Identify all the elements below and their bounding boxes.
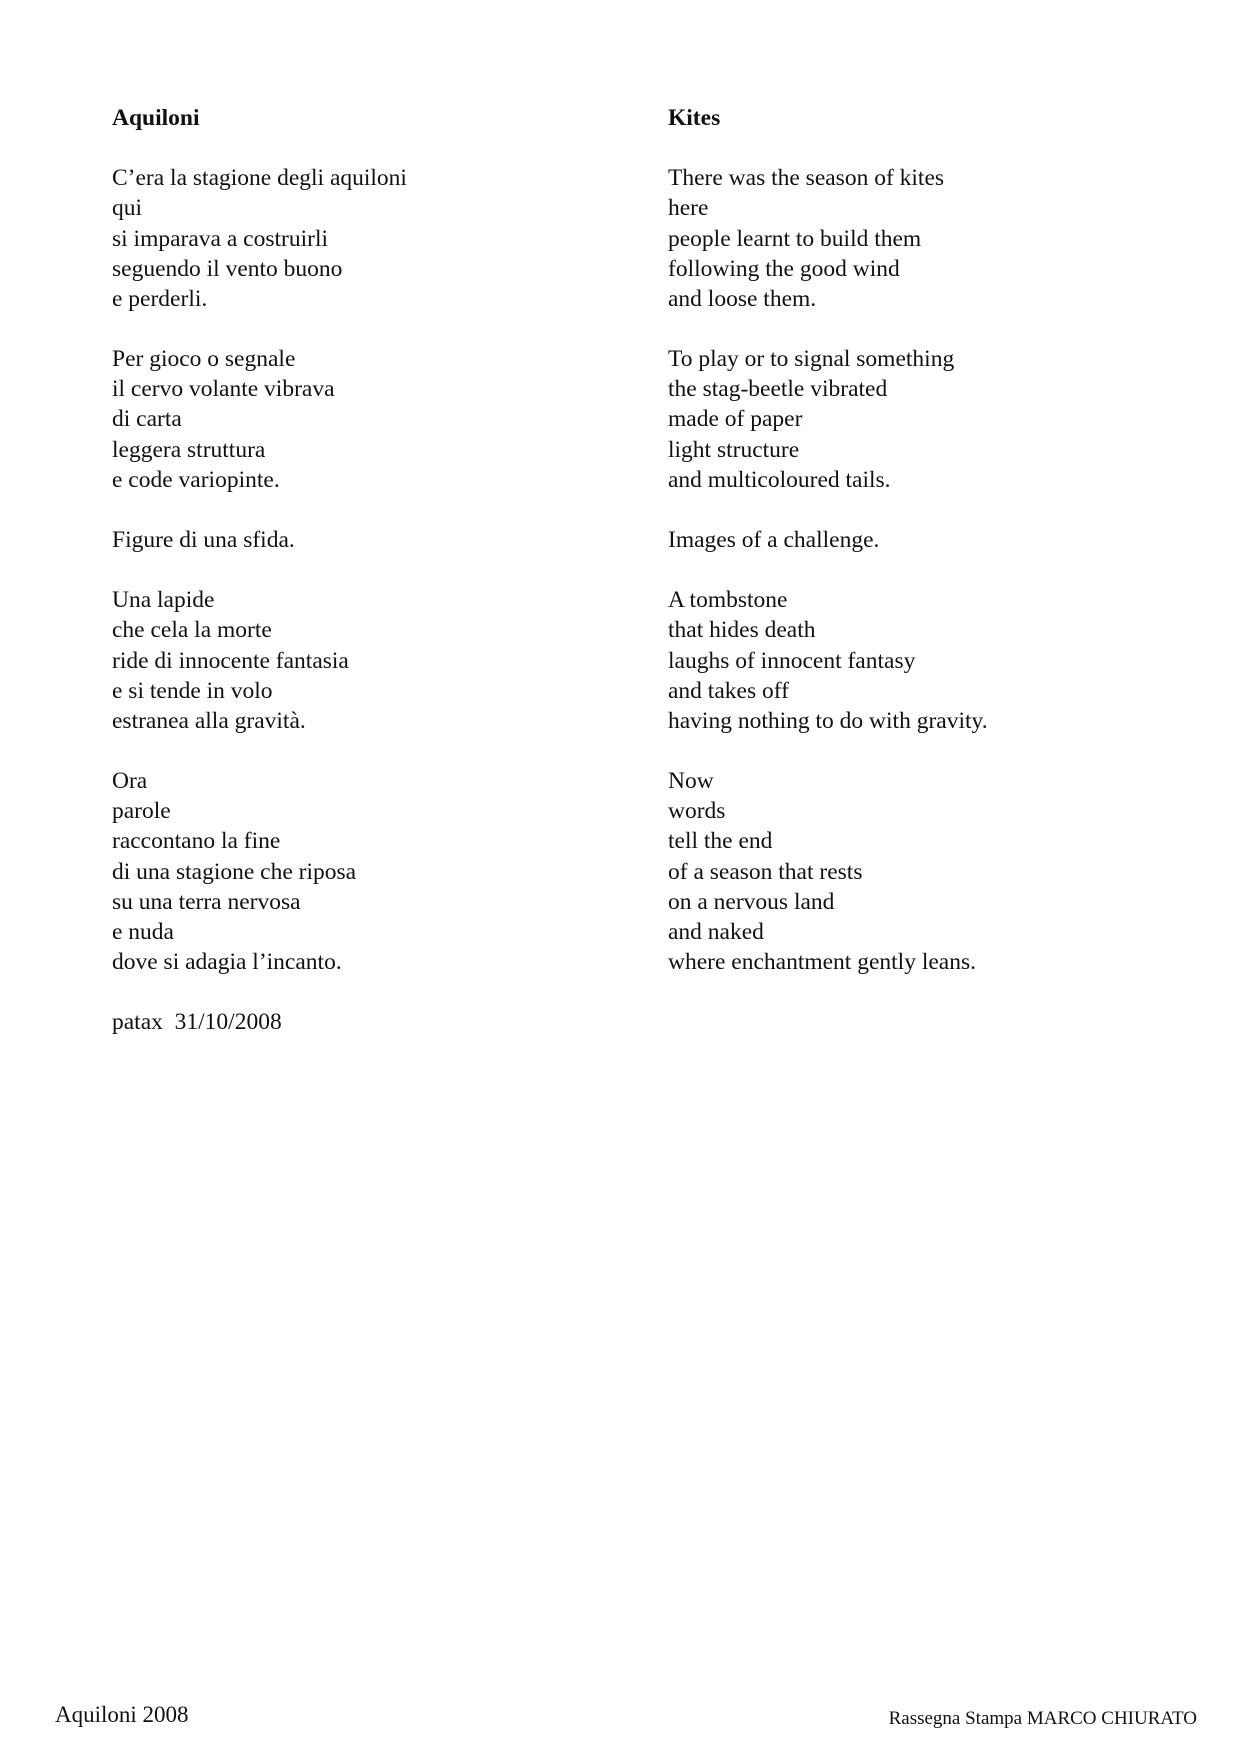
poem-title-english: Kites [668, 105, 721, 131]
poem-line: A tombstone [668, 587, 788, 614]
poem-line: qui [112, 195, 143, 222]
stanzas-english [668, 163, 1208, 977]
poem-line: Figure di una sfida. [112, 526, 295, 553]
poem-line: words [668, 798, 726, 825]
poem-line: light structure [668, 436, 800, 463]
poem-line: and takes off [668, 677, 789, 704]
poem-line: si imparava a costruirli [112, 225, 328, 252]
poem-line: Now [668, 768, 714, 795]
poem-line: dove si adagia l’incanto. [112, 948, 342, 975]
stanzas-italian [112, 163, 632, 977]
poem-line: laughs of innocent fantasy [668, 647, 916, 674]
stanza [668, 585, 1208, 736]
poem-line: of a season that rests [668, 858, 863, 885]
stanza [112, 344, 632, 495]
poem-line: following the good wind [668, 255, 900, 282]
poem-line: e nuda [112, 918, 174, 945]
poem-line: leggera struttura [112, 436, 266, 463]
poem-english [668, 103, 1208, 1007]
stanza [112, 525, 632, 555]
footer-right-label: Rassegna Stampa MARCO CHIURATO [888, 1708, 1197, 1729]
poem-line: people learnt to build them [668, 225, 922, 252]
stanza [112, 163, 632, 314]
poem-title-italian: Aquiloni [112, 105, 200, 131]
poem-line: and multicoloured tails. [668, 466, 891, 493]
poem-line: di carta [112, 406, 182, 433]
poem-line: on a nervous land [668, 888, 835, 915]
poem-line: the stag-beetle vibrated [668, 376, 888, 403]
poem-line: and naked [668, 918, 764, 945]
poem-line: made of paper [668, 406, 803, 433]
poem-line: tell the end [668, 828, 773, 855]
poem-line: il cervo volante vibrava [112, 376, 335, 403]
poem-line: where enchantment gently leans. [668, 948, 976, 975]
poem-line: che cela la morte [112, 617, 272, 644]
poem-line: parole [112, 798, 171, 825]
poem-line: Per gioco o segnale [112, 346, 296, 373]
footer-left-label: Aquiloni 2008 [55, 1702, 189, 1727]
poem-italian [112, 103, 632, 1037]
poem-line: su una terra nervosa [112, 888, 301, 915]
poem-line: di una stagione che riposa [112, 858, 357, 885]
poem-line: and loose them. [668, 285, 817, 312]
poem-line: There was the season of kites [668, 165, 945, 192]
poem-line: ride di innocente fantasia [112, 647, 349, 674]
poem-line: e si tende in volo [112, 677, 273, 704]
stanza [668, 766, 1208, 977]
signature-date: patax 31/10/2008 [112, 1009, 282, 1036]
poem-line: Una lapide [112, 587, 215, 614]
poem-line: having nothing to do with gravity. [668, 707, 988, 734]
stanza [668, 344, 1208, 495]
poem-line: e code variopinte. [112, 466, 280, 493]
stanza [668, 525, 1208, 555]
poem-line: To play or to signal something [668, 346, 955, 373]
poem-line: e perderli. [112, 285, 208, 312]
poem-line: estranea alla gravità. [112, 707, 306, 734]
poem-line: seguendo il vento buono [112, 255, 343, 282]
poem-line: Images of a challenge. [668, 526, 880, 553]
stanza [112, 585, 632, 736]
poem-line: Ora [112, 768, 148, 795]
poem-line: that hides death [668, 617, 816, 644]
stanza [668, 163, 1208, 314]
poem-line: raccontano la fine [112, 828, 281, 855]
poem-line: here [668, 195, 709, 222]
stanza [112, 766, 632, 977]
poem-line: C’era la stagione degli aquiloni [112, 165, 407, 192]
